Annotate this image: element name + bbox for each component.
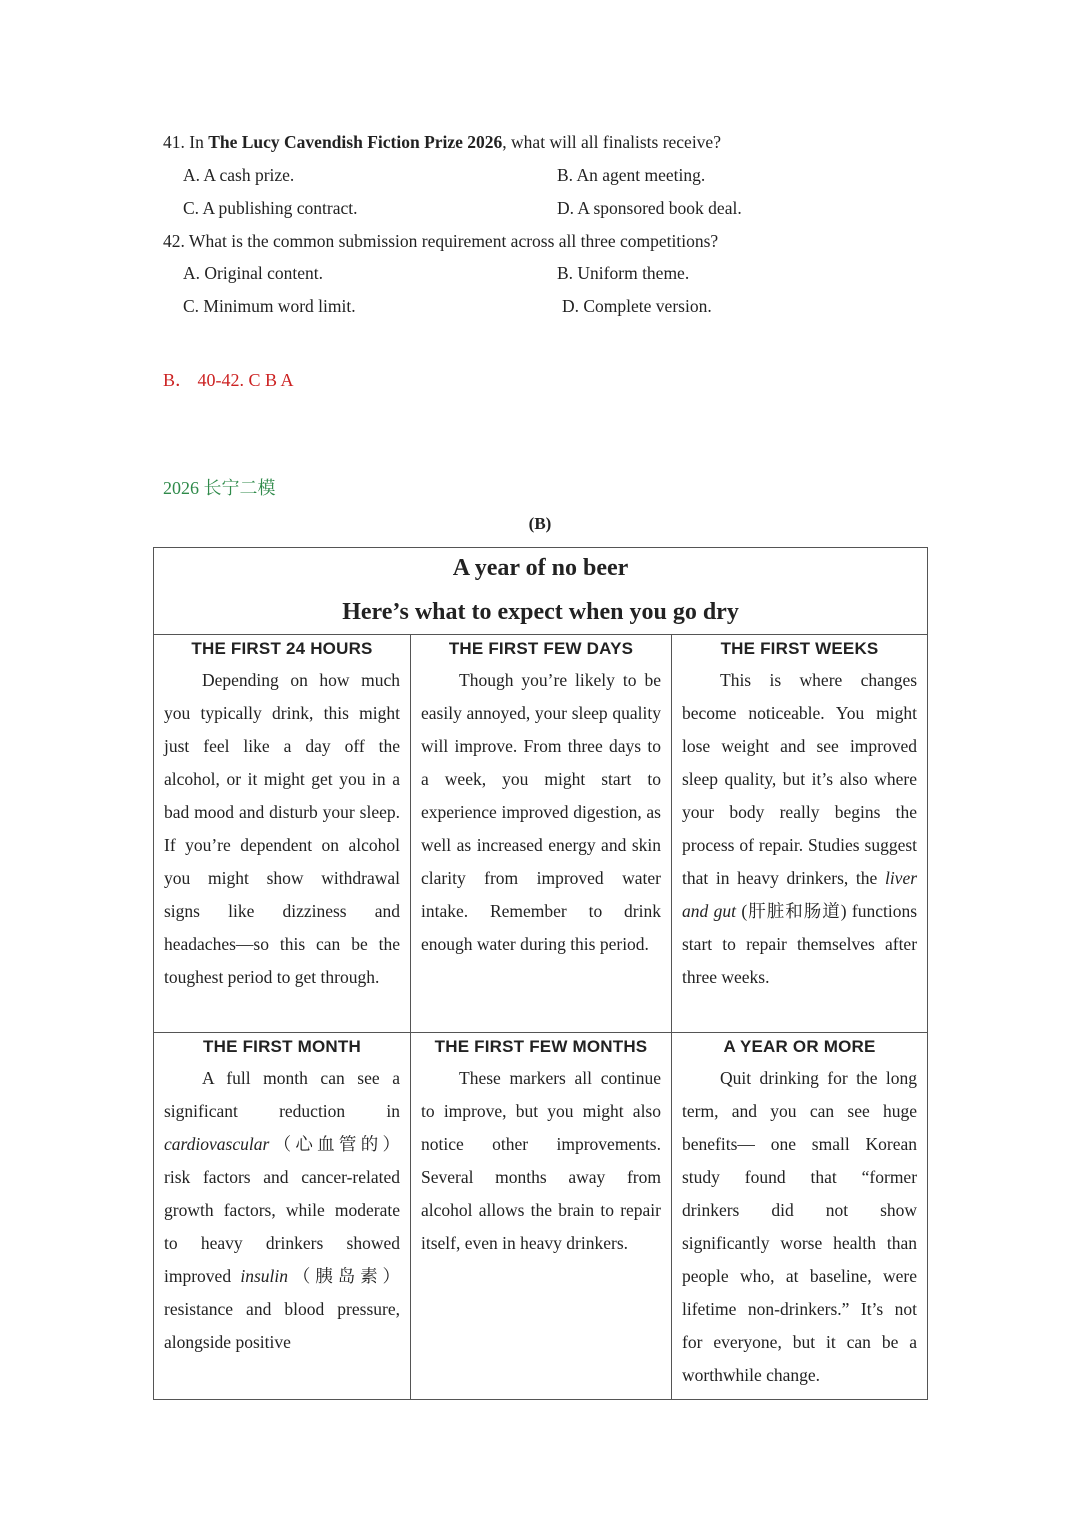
text-part: This is where changes become noticeable. You might lose weight and see improved sleep quality, but it’s also where your body really begins the process of repair. Studies suggest that in heavy drinkers, the xyxy=(682,670,918,888)
cell-text: These markers all continue to improve, but you might also notice other improvements. Several months away from alcohol allows the brain to repair itself, even in heavy drinkers. xyxy=(421,1068,661,1253)
question-41-option-a: A. A cash prize. xyxy=(183,165,295,185)
cell-heading: A YEAR OR MORE xyxy=(723,1037,876,1056)
term-cardiovascular: cardiovascular xyxy=(164,1134,270,1154)
passage-subtitle: Here’s what to expect when you go dry xyxy=(342,599,739,625)
passage-title-cell xyxy=(154,548,928,635)
cell-text: Depending on how much you typically drink, this might just feel like a day off the alcohol, or it might get you in a bad mood and disturb your sleep. If you’re dependent on alcohol you might show withdrawal signs like dizziness and headaches—so this can be the toughest period to get through. xyxy=(164,670,400,987)
term-liver-and-gut: liver and gut xyxy=(682,868,918,921)
section-label: (B) xyxy=(528,514,552,533)
cell-heading: THE FIRST 24 HOURS xyxy=(191,639,373,658)
question-41-option-b: B. An agent meeting. xyxy=(557,165,706,185)
question-42-option-c: C. Minimum word limit. xyxy=(183,296,356,316)
question-42-option-b: B. Uniform theme. xyxy=(557,263,690,283)
question-42-option-a: A. Original content. xyxy=(183,263,323,283)
cell-heading: THE FIRST WEEKS xyxy=(720,639,879,658)
cell-heading: THE FIRST MONTH xyxy=(203,1037,361,1056)
question-41-bold-title: The Lucy Cavendish Fiction Prize 2026 xyxy=(208,132,503,152)
cell-first-month xyxy=(154,1033,411,1400)
answer-key: B． 40-42. C B A xyxy=(163,370,294,390)
cell-first-24-hours xyxy=(154,635,411,1033)
term-insulin: insulin xyxy=(240,1266,288,1286)
text-part: resistance and blood pressure, alongside positive xyxy=(164,1299,400,1352)
cell-text: Quit drinking for the long term, and you can see huge benefits— one small Korean study found that “former drinkers did not show significantly worse health than people who, at baseline, were lifetime non-drinkers.” It’s not for everyone, but it can be a worthwhile change. xyxy=(682,1068,918,1385)
gloss: (肝脏和肠道) xyxy=(736,901,852,921)
question-42-stem: 42. What is the common submission requirement across all three competitions? xyxy=(163,231,719,251)
text-part: risk factors and cancer-related growth factors, while moderate to heavy drinkers showed improved xyxy=(164,1167,400,1286)
question-41-suffix: , what will all finalists receive? xyxy=(502,132,721,152)
gloss: （胰岛素） xyxy=(288,1266,400,1286)
passage-title: A year of no beer xyxy=(452,555,629,581)
source-label: 2026 长宁二模 xyxy=(163,478,276,498)
cell-first-few-months xyxy=(411,1033,672,1400)
gloss: （心血管的） xyxy=(269,1134,400,1154)
question-41-option-c: C. A publishing contract. xyxy=(183,198,358,218)
cell-text xyxy=(155,1058,409,1365)
cell-heading: THE FIRST FEW MONTHS xyxy=(434,1037,648,1056)
text-part: functions start to repair themselves after three weeks. xyxy=(682,901,918,987)
question-41-stem xyxy=(163,131,721,153)
cell-heading: THE FIRST FEW DAYS xyxy=(448,639,634,658)
text-part: A full month can see a significant reduction in xyxy=(164,1068,400,1121)
question-42-option-d: D. Complete version. xyxy=(562,296,712,316)
passage-table xyxy=(153,547,928,1400)
cell-first-weeks xyxy=(672,635,928,1033)
cell-text: Though you’re likely to be easily annoyed, your sleep quality will improve. From three days to a week, you might start to experience improved digestion, as well as increased energy and skin clarity from improved water intake. Remember to drink enough water during this period. xyxy=(421,670,661,954)
question-41-prefix: 41. In xyxy=(163,132,209,152)
question-41-option-d: D. A sponsored book deal. xyxy=(557,198,742,218)
cell-text xyxy=(673,660,926,1000)
cell-first-few-days xyxy=(411,635,672,1033)
cell-a-year-or-more xyxy=(672,1033,928,1400)
